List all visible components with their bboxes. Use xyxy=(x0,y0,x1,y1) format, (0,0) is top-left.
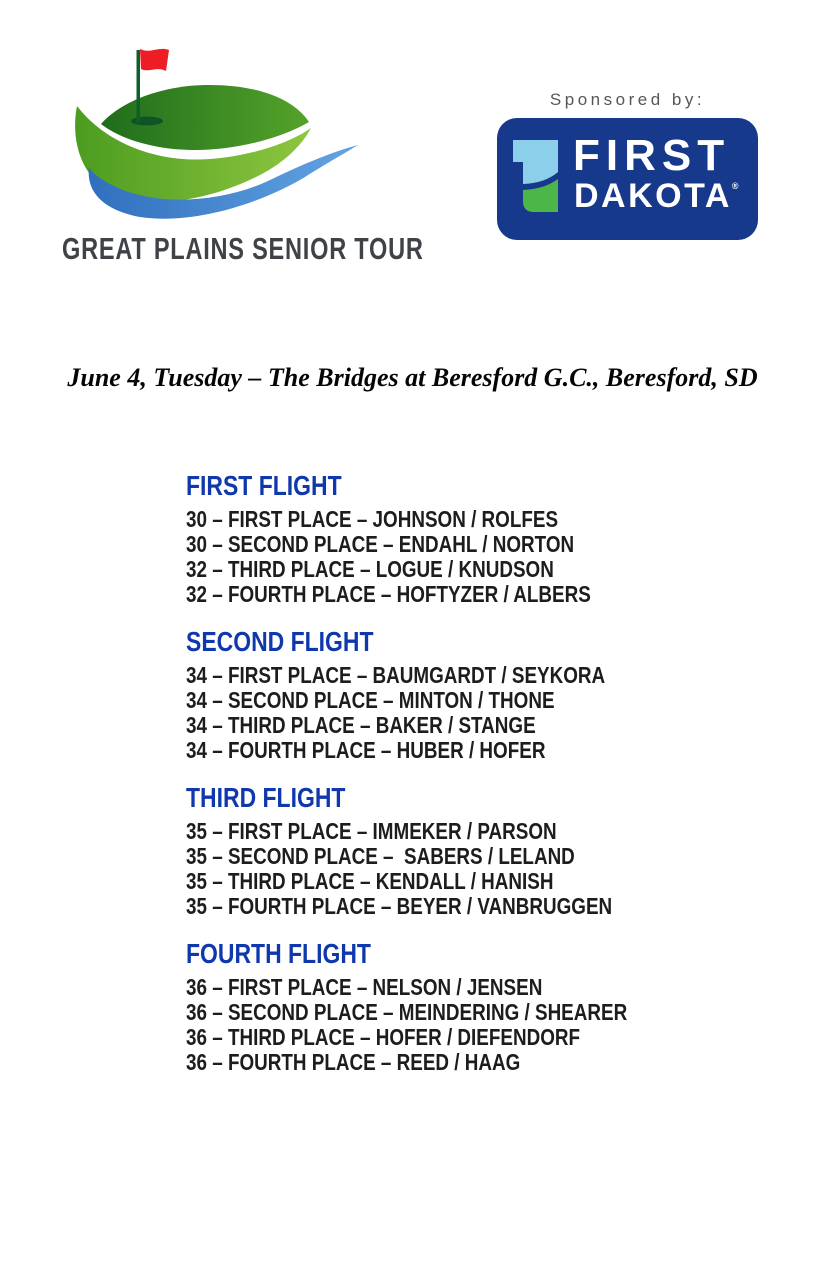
golf-hole-icon xyxy=(131,117,163,126)
result-line: 36 – FIRST PLACE – NELSON / JENSEN xyxy=(186,974,543,1000)
tour-wordmark xyxy=(62,231,538,267)
result-line: 34 – FOURTH PLACE – HUBER / HOFER xyxy=(186,737,546,763)
flight-results xyxy=(186,471,724,1095)
result-line: 36 – FOURTH PLACE – REED / HAAG xyxy=(186,1049,521,1075)
tour-logo xyxy=(55,40,385,230)
sponsored-by-label: Sponsored by: xyxy=(549,90,706,109)
first-dakota-one-shape xyxy=(513,140,558,184)
flight-heading: SECOND FLIGHT xyxy=(186,626,374,657)
result-line: 35 – FOURTH PLACE – BEYER / VANBRUGGEN xyxy=(186,893,613,919)
result-line: 30 – SECOND PLACE – ENDAHL / NORTON xyxy=(186,531,575,557)
golf-green-hill-icon xyxy=(101,85,309,150)
first-dakota-logo xyxy=(497,118,758,240)
flight-section-fourth xyxy=(186,939,724,1075)
result-line: 30 – FIRST PLACE – JOHNSON / ROLFES xyxy=(186,506,559,532)
flight-heading: FIRST FLIGHT xyxy=(186,470,342,501)
result-line: 36 – THIRD PLACE – HOFER / DIEFENDORF xyxy=(186,1024,581,1050)
flight-section-third xyxy=(186,783,724,919)
result-line: 35 – FIRST PLACE – IMMEKER / PARSON xyxy=(186,818,557,844)
result-line: 34 – THIRD PLACE – BAKER / STANGE xyxy=(186,712,536,738)
result-line: 34 – SECOND PLACE – MINTON / THONE xyxy=(186,687,555,713)
flight-section-first xyxy=(186,471,724,607)
result-line: 34 – FIRST PLACE – BAUMGARDT / SEYKORA xyxy=(186,662,606,688)
first-dakota-quarter-circle xyxy=(523,179,558,212)
result-line: 32 – THIRD PLACE – LOGUE / KNUDSON xyxy=(186,556,554,582)
first-dakota-icon xyxy=(513,140,558,212)
result-line: 35 – SECOND PLACE – SABERS / LELAND xyxy=(186,843,575,869)
result-line: 35 – THIRD PLACE – KENDALL / HANISH xyxy=(186,868,554,894)
result-line: 36 – SECOND PLACE – MEINDERING / SHEARER xyxy=(186,999,628,1025)
first-dakota-first-text: FIRST xyxy=(573,131,731,180)
event-heading: June 4, Tuesday – The Bridges at Beresford G.C., Beresford, SD xyxy=(67,363,758,392)
registered-trademark-icon: ® xyxy=(731,181,739,191)
tour-wordmark-text: GREAT PLAINS SENIOR TOUR xyxy=(62,231,424,266)
result-line: 32 – FOURTH PLACE – HOFTYZER / ALBERS xyxy=(186,581,591,607)
first-dakota-dakota-text: DAKOTA® xyxy=(574,177,739,215)
flight-section-second xyxy=(186,627,724,763)
flight-heading: THIRD FLIGHT xyxy=(186,782,346,813)
flight-heading: FOURTH FLIGHT xyxy=(186,938,371,969)
